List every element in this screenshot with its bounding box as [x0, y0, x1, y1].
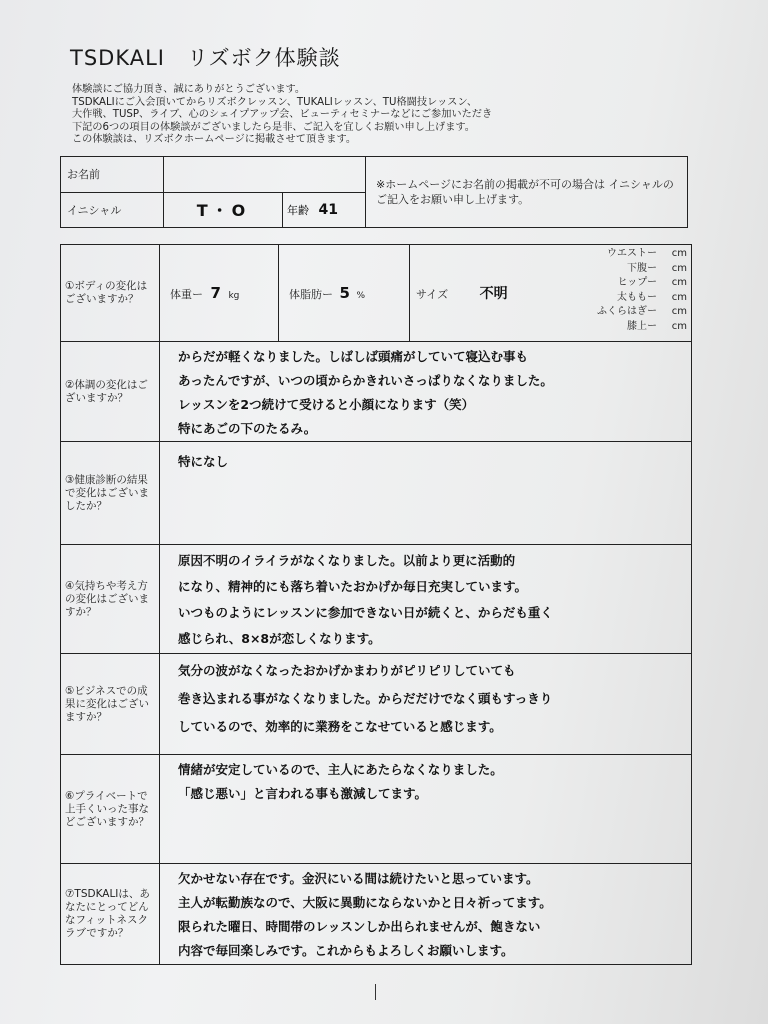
answer-field[interactable]	[160, 755, 692, 864]
question-row	[61, 864, 692, 965]
question-label: ③健康診断の結果で変化はございましたか？	[61, 442, 160, 545]
weight-value: 7	[210, 284, 221, 302]
question-row	[61, 545, 692, 654]
age-label: 年齢	[287, 203, 309, 217]
initial-note: ※ホームページにお名前の掲載が不可の場合は イニシャルのご記入をお願い申し上げます。	[366, 157, 688, 228]
question-label: ⑤ビジネスでの成果に変化はございますか？	[61, 654, 160, 755]
question-row	[61, 442, 692, 545]
intro-line: この体験談は、リズボクホームページに掲載させて頂きます。	[72, 134, 357, 146]
answer-line: 特にあごの下のたるみ。	[178, 421, 317, 436]
answer-line: いつものようにレッスンに参加できない日が続くと、からだも重く	[178, 605, 553, 620]
answer-line: 感じられ、8×8が恋しくなります。	[178, 631, 381, 646]
age-value: 41	[318, 201, 338, 218]
weight-unit: kg	[228, 291, 240, 301]
question-row-body	[61, 245, 692, 342]
answer-line: 限られた曜日、時間帯のレッスンしか出られませんが、飽きない	[178, 919, 541, 934]
intro-line: 下記の6つの項目の体験談がございましたら是非、ご記入を宜しくお願い申し上げます。	[72, 121, 475, 133]
question-row	[61, 342, 692, 442]
answer-line: になり、精神的にも落ち着いたおかげか毎日充実しています。	[178, 579, 528, 594]
answer-line: 欠かせない存在です。金沢にいる間は続けたいと思っています。	[178, 871, 539, 886]
weight-field[interactable]	[160, 245, 279, 342]
question-label: ⑥プライベートで上手くいった事などございますか？	[61, 755, 160, 864]
question-label: ②体調の変化はございますか？	[61, 342, 160, 442]
initial-value: T・O	[196, 201, 250, 221]
answer-line: レッスンを2つ続けて受けると小顔になります（笑）	[178, 397, 475, 412]
answer-line: 巻き込まれる事がなくなりました。からだだけでなく頭もすっきり	[178, 691, 553, 706]
name-label: お名前	[61, 157, 164, 193]
page-title: TSDKALI リズボク体験談	[70, 46, 341, 70]
measurement-item: 膝上ー cm	[627, 320, 687, 332]
answer-line: 「感じ悪い」と言われる事も激減してます。	[178, 786, 428, 801]
answer-field[interactable]	[160, 442, 692, 545]
intro-line: TSDKALIにご入会頂いてからリズボクレッスン、TUKALIレッスン、TU格闘技レッスン、	[72, 96, 478, 108]
question-label: ⑦TSDKALIは、あなたにとってどんなフィットネスクラブですか？	[61, 864, 160, 965]
answer-field[interactable]	[160, 545, 692, 654]
measurement-item: ヒップー cm	[617, 277, 687, 288]
measurement-item: 太ももー cm	[617, 291, 687, 303]
measurement-item: 下腹ー cm	[627, 262, 687, 274]
answer-field[interactable]	[160, 654, 692, 755]
body-fat-label: 体脂肪ー	[289, 288, 333, 301]
measurement-item: ウエストー cm	[607, 248, 687, 259]
question-label: ①ボディの変化はございますか？	[61, 245, 160, 342]
size-field[interactable]	[410, 245, 692, 342]
answer-line: あったんですが、いつの頃からかきれいさっぱりなくなりました。	[178, 373, 553, 388]
name-field[interactable]	[164, 157, 366, 193]
question-row	[61, 755, 692, 864]
size-label: サイズ	[416, 288, 449, 301]
answer-line: 原因不明のイライラがなくなりました。以前より更に活動的	[178, 553, 516, 568]
answer-line: 主人が転勤族なので、大阪に異動にならないかと日々祈ってます。	[178, 895, 552, 910]
answer-line: 特になし	[178, 454, 229, 469]
intro-text	[72, 84, 592, 147]
answer-line: 気分の波がなくなったおかげかまわりがピリピリしていても	[178, 663, 516, 678]
measurement-list	[597, 245, 691, 341]
answer-field[interactable]	[160, 342, 692, 442]
intro-line: 大作戦、TUSP、ライブ、心のシェイプアップ会、ビューティセミナーなどにご参加いただき	[72, 109, 493, 121]
body-fat-value: 5	[339, 284, 350, 302]
body-fat-field[interactable]	[279, 245, 410, 342]
info-table	[60, 156, 688, 228]
answer-line: からだが軽くなりました。しばしば頭痛がしていて寝込む事も	[178, 349, 529, 364]
question-label: ④気持ちや考え方の変化はございますか？	[61, 545, 160, 654]
answer-line: しているので、効率的に業務をこなせていると感じます。	[178, 719, 502, 734]
answer-line: 内容で毎回楽しみです。これからもよろしくお願いします。	[178, 943, 514, 958]
initial-label: イニシャル	[61, 192, 164, 228]
intro-line: 体験談にご協力頂き、誠にありがとうございます。	[72, 84, 306, 95]
answer-field[interactable]	[160, 864, 692, 965]
measurement-item: ふくらはぎー cm	[597, 306, 687, 317]
initial-field[interactable]	[164, 192, 283, 228]
page-mark	[375, 984, 376, 1000]
age-field[interactable]	[283, 192, 366, 228]
questionnaire-table	[60, 244, 692, 965]
body-fat-unit: %	[356, 291, 365, 301]
weight-label: 体重ー	[170, 288, 203, 301]
size-value: 不明	[479, 286, 508, 302]
answer-line: 情緒が安定しているので、主人にあたらなくなりました。	[178, 762, 503, 777]
question-row	[61, 654, 692, 755]
